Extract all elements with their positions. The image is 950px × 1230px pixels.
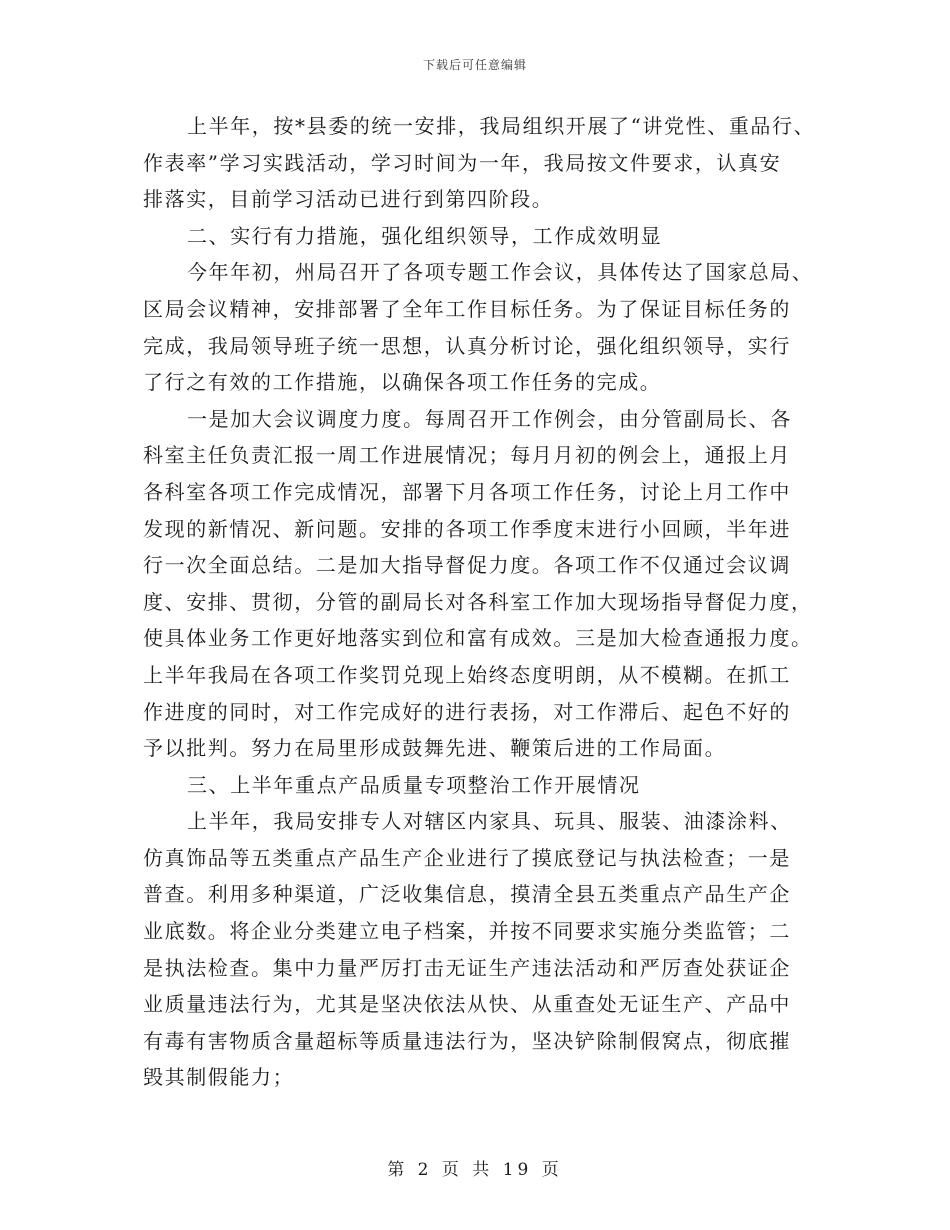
paragraph-line: 普查。利用多种渠道，广泛收集信息，摸清全县五类重点产品生产企 [143,882,791,907]
section-heading: 二、实行有力措施，强化组织领导，工作成效明显 [187,223,663,248]
paragraph-line: 毁其制假能力； [143,1065,295,1090]
paragraph-line: 上半年，我局安排专人对辖区内家具、玩具、服装、油漆涂料、 [187,809,792,834]
paragraph-line: 了行之有效的工作措施，以确保各项工作任务的完成。 [143,370,662,395]
paragraph-line: 各科室各项工作完成情况，部署下月各项工作任务，讨论上月工作中 [143,479,791,504]
paragraph-line: 上半年我局在各项工作奖罚兑现上始终态度明朗，从不模糊。在抓工 [143,662,791,687]
paragraph-line: 是执法检查。集中力量严厉打击无证生产违法活动和严厉查处获证企 [143,955,791,980]
page-number: 第 2 页 共 19 页 [387,1160,563,1180]
document-body [143,108,816,1096]
paragraph-line: 有毒有害物质含量超标等质量违法行为，坚决铲除制假窝点，彻底摧 [143,1028,791,1053]
page-header: 下载后可任意编辑 [422,58,527,72]
paragraph-line: 予以批判。努力在局里形成鼓舞先进、鞭策后进的工作局面。 [143,736,727,761]
paragraph-line: 业质量违法行为，尤其是坚决依法从快、从重查处无证生产、产品中 [143,992,791,1017]
paragraph-line: 排落实，目前学习活动已进行到第四阶段。 [143,187,554,212]
paragraph-line: 一是加大会议调度力度。每周召开工作例会，由分管副局长、各 [187,406,792,431]
paragraph-line: 区局会议精神，安排部署了全年工作目标任务。为了保证目标任务的 [143,296,791,321]
paragraph-line: 科室主任负责汇报一周工作进展情况；每月月初的例会上，通报上月 [143,443,791,468]
paragraph-line: 业底数。将企业分类建立电子档案，并按不同要求实施分类监管；二 [143,919,791,944]
paragraph-line: 作表率”学习实践活动，学习时间为一年，我局按文件要求，认真安 [143,150,782,175]
paragraph-line: 度、安排、贯彻，分管的副局长对各科室工作加大现场指导督促力度， [143,589,813,614]
paragraph-line: 作进度的同时，对工作完成好的进行表扬，对工作滞后、起色不好的 [143,699,791,724]
paragraph-line: 发现的新情况、新问题。安排的各项工作季度末进行小回顾，半年进 [143,516,791,541]
paragraph-line: 今年年初，州局召开了各项专题工作会议，具体传达了国家总局、 [187,260,814,285]
paragraph-line: 使具体业务工作更好地落实到位和富有成效。三是加大检查通报力度。 [143,626,813,651]
section-heading: 三、上半年重点产品质量专项整治工作开展情况 [187,772,641,797]
paragraph-line: 上半年，按*县委的统一安排，我局组织开展了“讲党性、重品行、 [187,114,816,138]
paragraph-line: 仿真饰品等五类重点产品生产企业进行了摸底登记与执法检查；一是 [143,845,791,870]
paragraph-line: 完成，我局领导班子统一思想，认真分析讨论，强化组织领导，实行 [143,333,791,358]
paragraph-line: 行一次全面总结。二是加大指导督促力度。各项工作不仅通过会议调 [143,553,791,578]
